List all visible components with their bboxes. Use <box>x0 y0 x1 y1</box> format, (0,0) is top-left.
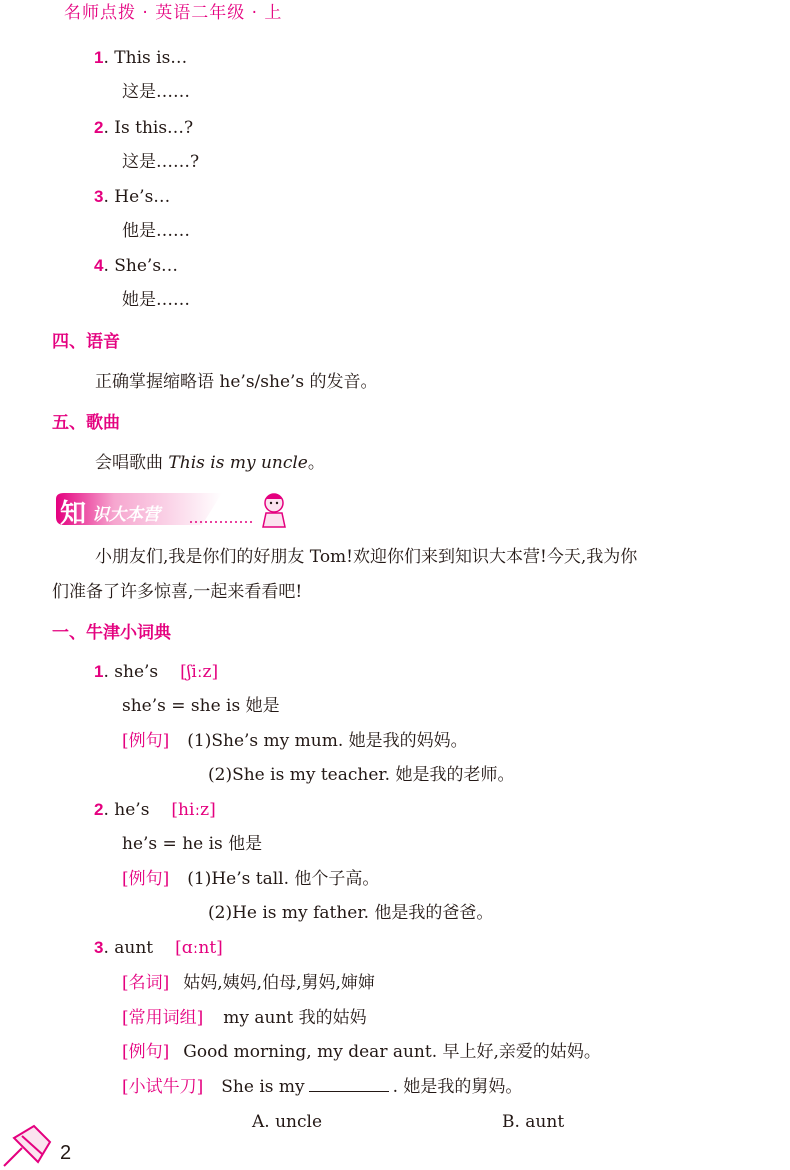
word-3-phrase-text: my aunt 我的姑妈 <box>223 1008 367 1028</box>
word-3-heading <box>94 936 223 960</box>
word-3-example <box>122 1040 601 1064</box>
pattern-3-en <box>94 185 170 209</box>
song-title: This is my uncle <box>168 453 308 473</box>
word-3-noun <box>122 971 375 995</box>
word-2-ex1-text: (1)He’s tall. 他个子高。 <box>187 869 380 889</box>
word-1-heading <box>94 660 218 684</box>
section-5-text <box>95 451 325 475</box>
word-3-noun-text: 姑妈,姨妈,伯母,舅妈,婶婶 <box>183 973 375 993</box>
option-b[interactable]: B. aunt <box>502 1112 565 1132</box>
cartoon-boy-icon <box>263 494 285 527</box>
banner-big-char: 知 <box>60 499 87 529</box>
word-3-phonetic: [ɑːnt] <box>175 938 223 958</box>
word-3-try-pre: She is my <box>221 1077 305 1097</box>
word-1-def: she’s = she is 她是 <box>122 696 280 716</box>
answer-blank[interactable] <box>309 1075 389 1092</box>
word-2-example-tag: [例句] <box>122 869 170 889</box>
pattern-2-zh: 这是……? <box>122 152 200 172</box>
running-header: 名师点拨 · 英语二年级 · 上 <box>64 3 283 23</box>
pattern-1-num: 1 <box>94 48 104 67</box>
word-1-ex1-text: (1)She’s my mum. 她是我的妈妈。 <box>187 731 468 751</box>
pattern-4-en <box>94 254 178 278</box>
word-1-example-tag: [例句] <box>122 731 170 751</box>
intro-line-2: 们准备了许多惊喜,一起来看看吧! <box>52 582 303 602</box>
section-4-text: 正确掌握缩略语 he’s/she’s 的发音。 <box>95 372 378 392</box>
word-2-phonetic: [hiːz] <box>171 800 216 820</box>
pushpin-icon <box>0 1118 60 1170</box>
knowledge-banner <box>52 489 292 529</box>
pattern-3-zh: 他是…… <box>122 221 190 241</box>
word-1-example-2: (2)She is my teacher. 她是我的老师。 <box>208 765 515 785</box>
word-3-noun-tag: [名词] <box>122 973 170 993</box>
word-3-try-tag: [小试牛刀] <box>122 1077 204 1097</box>
word-2-example-2: (2)He is my father. 他是我的爸爸。 <box>208 903 494 923</box>
dict-title: 一、牛津小词典 <box>52 623 171 643</box>
pattern-2-num: 2 <box>94 118 104 137</box>
word-2-heading <box>94 798 216 822</box>
word-2-example-1 <box>122 867 379 891</box>
word-3-try <box>122 1075 522 1099</box>
word-3-phrase <box>122 1006 367 1030</box>
word-3-try-post: . 她是我的舅妈。 <box>392 1077 523 1097</box>
word-1-phonetic: [ʃiːz] <box>180 662 219 682</box>
section-5-title: 五、歌曲 <box>52 413 120 433</box>
pattern-4-zh: 她是…… <box>122 290 190 310</box>
pattern-1-zh: 这是…… <box>122 82 190 102</box>
option-a[interactable]: A. uncle <box>252 1112 323 1132</box>
word-1-word: . she’s <box>103 662 159 682</box>
pattern-2-en <box>94 116 193 140</box>
banner-title: 识大本营 <box>92 505 160 525</box>
banner-shape <box>52 489 292 529</box>
pattern-4-num: 4 <box>94 256 104 275</box>
section-4-title: 四、语音 <box>52 332 120 352</box>
section-5-post: 。 <box>307 453 325 473</box>
page-number: 2 <box>60 1142 72 1164</box>
intro-line-1: 小朋友们,我是你们的好朋友 Tom!欢迎你们来到知识大本营!今天,我为你 <box>95 547 638 567</box>
word-1-example-1 <box>122 729 468 753</box>
word-2-def: he’s = he is 他是 <box>122 834 263 854</box>
word-3-word: . aunt <box>103 938 154 958</box>
word-2-word: . he’s <box>103 800 150 820</box>
pattern-1-text: . This is… <box>103 48 188 68</box>
word-3-num: 3 <box>94 938 104 957</box>
word-3-example-text: Good morning, my dear aunt. 早上好,亲爱的姑妈。 <box>183 1042 601 1062</box>
word-2-num: 2 <box>94 800 104 819</box>
pattern-1-en <box>94 46 187 70</box>
pattern-3-text: . He’s… <box>103 187 171 207</box>
pattern-3-num: 3 <box>94 187 104 206</box>
word-3-example-tag: [例句] <box>122 1042 170 1062</box>
section-5-pre: 会唱歌曲 <box>95 453 169 473</box>
pattern-2-text: . Is this…? <box>103 118 194 138</box>
word-1-num: 1 <box>94 662 104 681</box>
word-3-phrase-tag: [常用词组] <box>122 1008 204 1028</box>
pattern-4-text: . She’s… <box>103 256 179 276</box>
